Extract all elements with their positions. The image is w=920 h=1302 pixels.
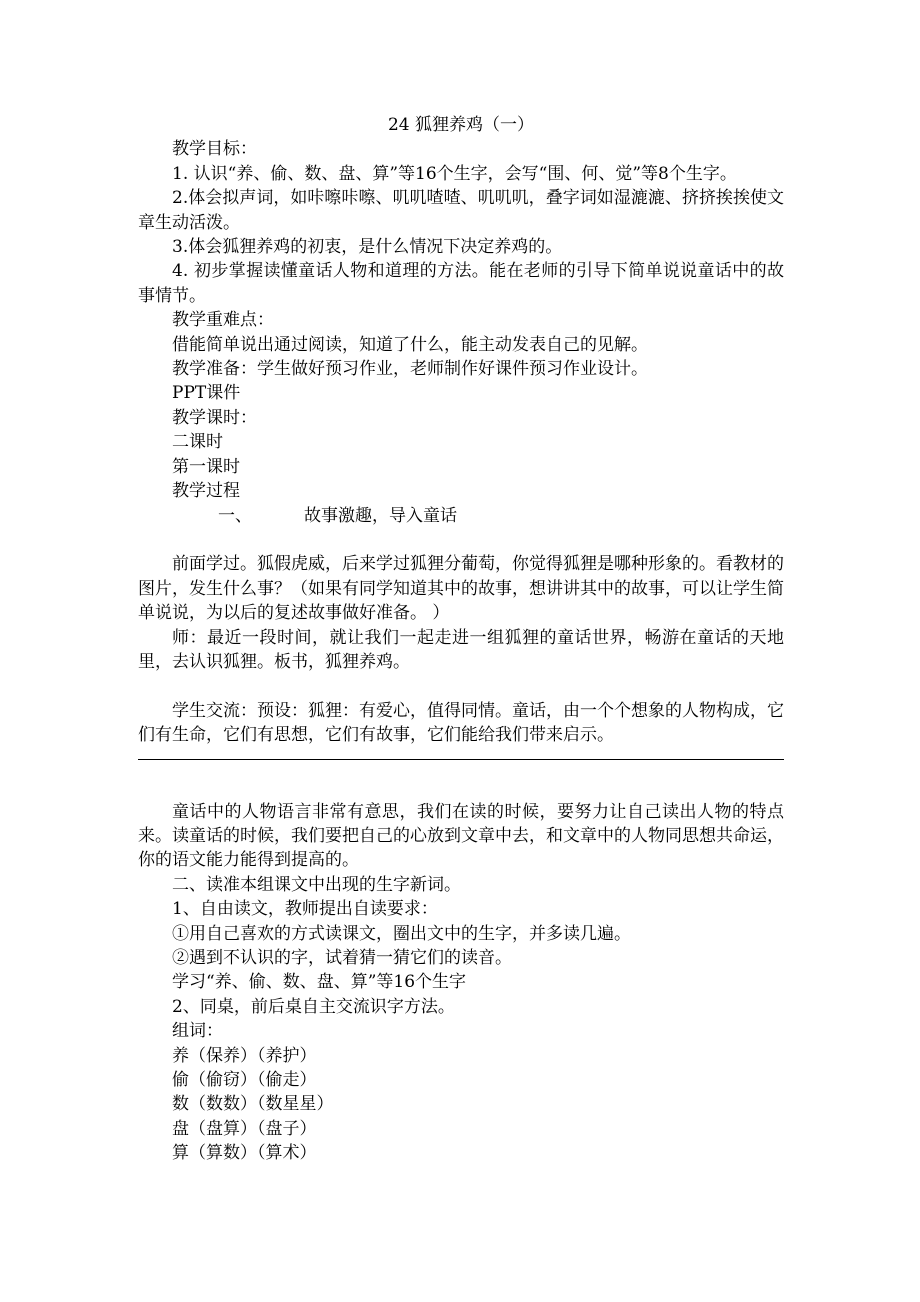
paragraph: 二课时 [172, 432, 223, 453]
section-text: 故事激趣，导入童话 [304, 505, 457, 526]
paragraph: 二、读准本组课文中出现的生字新词。 [172, 874, 461, 895]
paragraph: 2、同桌，前后桌自主交流识字方法。 [172, 996, 455, 1017]
paragraph: 师：最近一段时间，就让我们一起走进一组狐狸的童话世界，畅游在童话的天地里，去认识狐狸。板书，狐狸养鸡。 [138, 627, 784, 672]
word-item: 养（保养）（养护） [172, 1045, 317, 1066]
word-item: 偷（偷窃）（偷走） [172, 1070, 317, 1090]
paragraph: 教学重难点： [172, 310, 274, 331]
document-title: 24 狐狸养鸡（一） [387, 115, 535, 135]
section-heading [138, 504, 784, 528]
paragraph: 第一课时 [172, 456, 240, 477]
word-item: 算（算数）（算术） [172, 1143, 317, 1164]
paragraph: 组词： [172, 1021, 223, 1042]
paragraph: 1. 认识“养、偷、数、盘、算”等16个生字，会写“围、何、觉”等8个生字。 [172, 163, 737, 184]
paragraph: ①用自己喜欢的方式读课文，圈出文中的生字，并多读几遍。 [172, 923, 631, 944]
paragraph: 4. 初步掌握读懂童话人物和道理的方法。能在老师的引导下简单说说童话中的故事情节。 [138, 261, 784, 306]
paragraph: PPT课件 [172, 383, 241, 404]
paragraph: 2.体会拟声词，如咔嚓咔嚓、叽叽喳喳、叽叽叽，叠字词如湿漉漉、挤挤挨挨使文章生动活泼。 [138, 188, 784, 233]
paragraph: ②遇到不认识的字，试着猜一猜它们的读音。 [172, 947, 512, 968]
section-number: 一、 [218, 505, 252, 526]
paragraph: 教学课时： [172, 407, 257, 428]
paragraph: 教学准备：学生做好预习作业，老师制作好课件预习作业设计。 [172, 359, 648, 380]
word-item: 盘（盘算）（盘子） [172, 1118, 317, 1139]
paragraph: 前面学过。狐假虎威，后来学过狐狸分葡萄，你觉得狐狸是哪种形象的。看教材的图片，发生什么事？（如果有同学知道其中的故事，想讲讲其中的故事，可以让学生简单说说，为以后的复述故事做好准备。 ） [138, 554, 784, 624]
paragraph: 教学过程 [172, 481, 240, 502]
paragraph: 童话中的人物语言非常有意思，我们在读的时候，要努力让自己读出人物的特点来。读童话的时候，我们要把自己的心放到文章中去，和文章中的人物同思想共命运，你的语文能力能得到提高的。 [138, 801, 784, 871]
word-item: 数（数数）（数星星） [172, 1094, 334, 1115]
paragraph: 3.体会狐狸养鸡的初衷，是什么情况下决定养鸡的。 [172, 237, 563, 258]
paragraph: 1、自由读文，教师提出自读要求： [172, 899, 438, 920]
paragraph: 学生交流：预设：狐狸：有爱心，值得同情。童话，由一个个想象的人物构成，它们有生命，它们有思想，它们有故事，它们能给我们带来启示。 [138, 700, 784, 746]
paragraph: 借能简单说出通过阅读，知道了什么，能主动发表自己的见解。 [172, 334, 648, 355]
document-page [138, 113, 784, 1166]
paragraph: 教学目标： [172, 139, 257, 160]
paragraph: 学习“养、偷、数、盘、算”等16个生字 [172, 972, 467, 993]
